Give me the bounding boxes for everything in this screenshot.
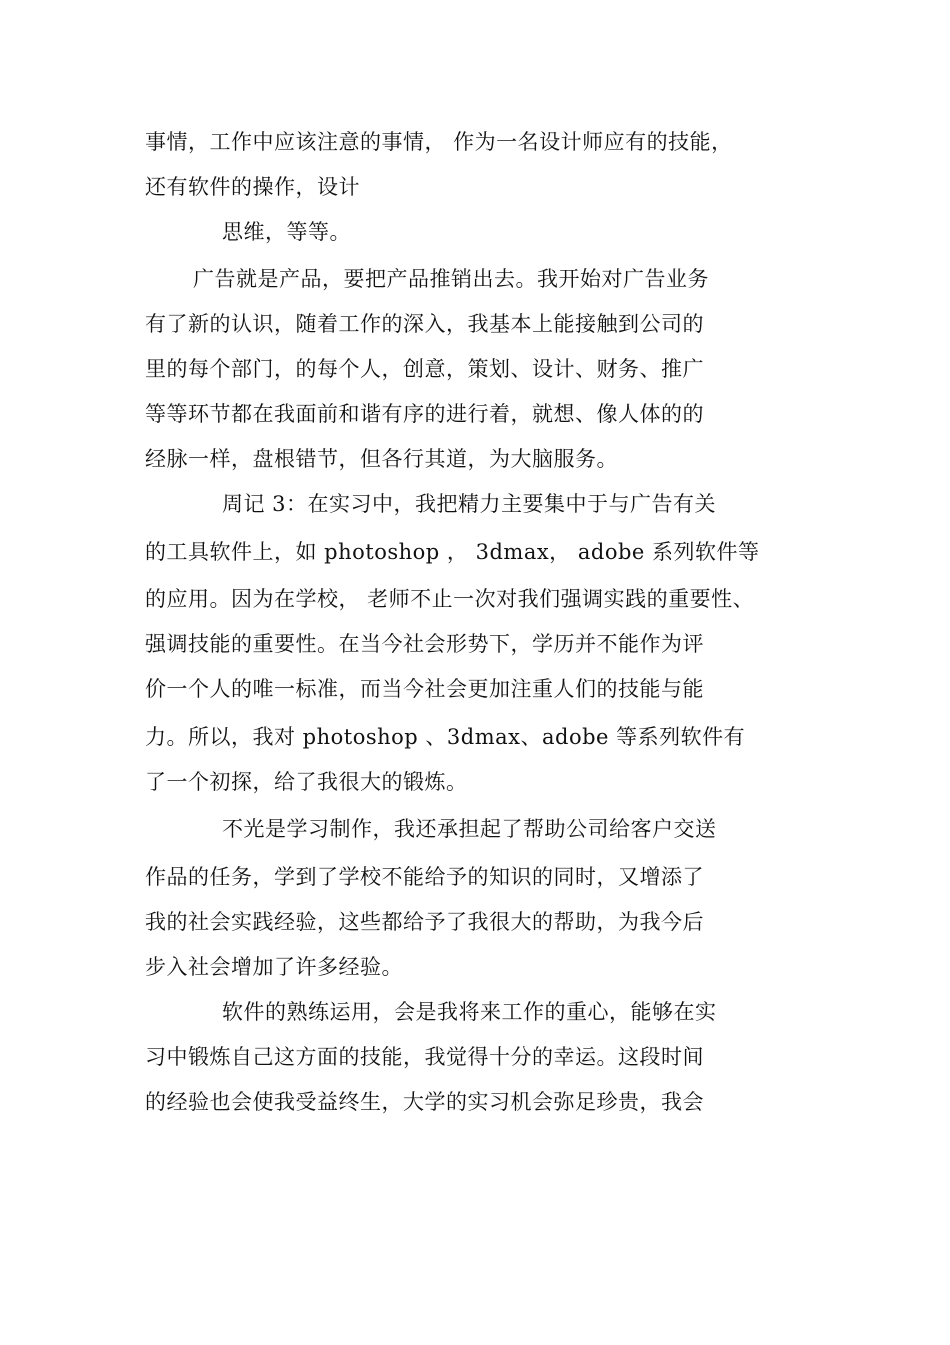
text-line-11: 的应用。因为在学校， 老师不止一次对我们强调实践的重要性、	[145, 587, 755, 611]
text-line-16: 不光是学习制作，我还承担起了帮助公司给客户交送	[222, 817, 717, 841]
text-line-18: 我的社会实践经验，这些都给予了我很大的帮助，为我今后	[145, 910, 704, 934]
text-line-2: 还有软件的操作，设计	[145, 175, 360, 199]
text-line-21: 习中锻炼自己这方面的技能，我觉得十分的幸运。这段时间	[145, 1045, 704, 1069]
text-line-5: 有了新的认识，随着工作的深入，我基本上能接触到公司的	[145, 312, 704, 336]
text-line-3: 思维，等等。	[222, 220, 351, 244]
text-line-9: 周记 3：在实习中，我把精力主要集中于与广告有关	[222, 492, 717, 516]
text-line-20: 软件的熟练运用，会是我将来工作的重心，能够在实	[222, 1000, 717, 1024]
text-line-22: 的经验也会使我受益终生，大学的实习机会弥足珍贵，我会	[145, 1090, 704, 1114]
text-line-8: 经脉一样，盘根错节，但各行其道，为大脑服务。	[145, 447, 618, 471]
text-line-10: 的工具软件上，如 photoshop ， 3dmax， adobe 系列软件等	[145, 540, 760, 564]
text-line-14: 力。所以，我对 photoshop 、3dmax、adobe 等系列软件有	[145, 725, 746, 749]
text-line-12: 强调技能的重要性。在当今社会形势下，学历并不能作为评	[145, 632, 704, 656]
text-line-17: 作品的任务，学到了学校不能给予的知识的同时，又增添了	[145, 865, 704, 889]
text-line-4: 广告就是产品，要把产品推销出去。我开始对广告业务	[193, 267, 709, 291]
text-line-1: 事情，工作中应该注意的事情， 作为一名设计师应有的技能，	[145, 130, 733, 154]
text-line-19: 步入社会增加了许多经验。	[145, 955, 403, 979]
text-line-13: 价一个人的唯一标准，而当今社会更加注重人们的技能与能	[145, 677, 704, 701]
text-line-7: 等等环节都在我面前和谐有序的进行着，就想、像人体的的	[145, 402, 704, 426]
text-line-6: 里的每个部门，的每个人，创意，策划、设计、财务、推广	[145, 357, 704, 381]
text-line-15: 了一个初探，给了我很大的锻炼。	[145, 770, 468, 794]
